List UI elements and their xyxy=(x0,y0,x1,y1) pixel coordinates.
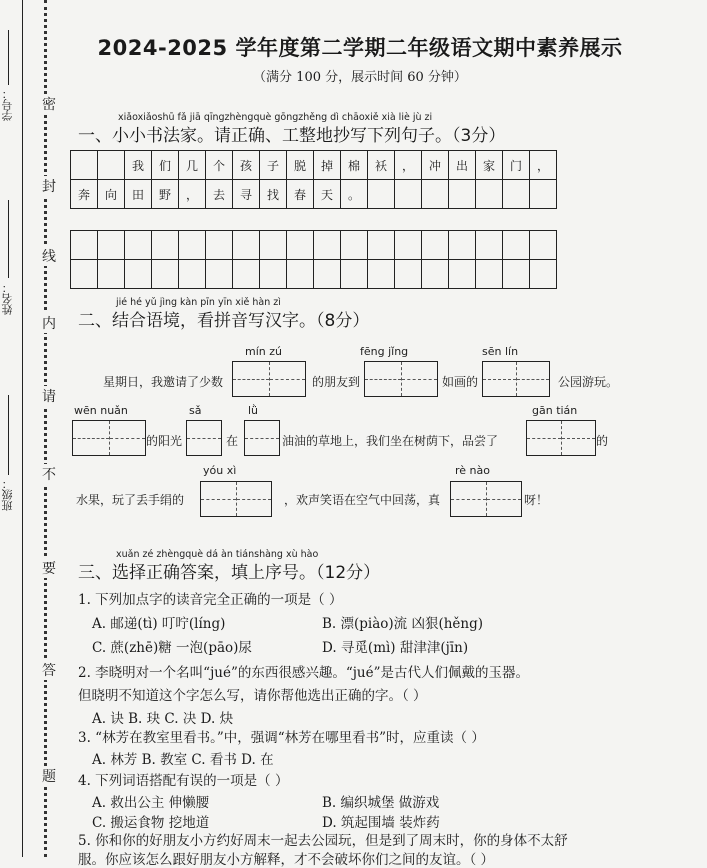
grid-cell: ， xyxy=(395,151,422,180)
question-2-cont: 但晓明不知道这个字怎么写，请你帮他选出正确的字。（ ） xyxy=(78,688,427,704)
grid-cell[interactable] xyxy=(179,231,206,260)
q1-option-c: C. 蔗(zhē)糖 一泡(pāo)尿 xyxy=(92,640,252,656)
grid-cell[interactable] xyxy=(395,260,422,289)
grid-cell: 找 xyxy=(260,180,287,209)
grid-cell: 。 xyxy=(341,180,368,209)
answer-box-minzu[interactable] xyxy=(232,361,306,397)
grid-cell: 奔 xyxy=(71,180,98,209)
question-5-cont: 服。你应该怎么跟好朋友小方解释，才不会破坏你们之间的友谊。（ ） xyxy=(78,852,495,868)
passage-line1-a: 星期日，我邀请了少数 xyxy=(103,375,224,389)
grid-cell xyxy=(449,180,476,209)
grid-cell[interactable] xyxy=(449,260,476,289)
answer-box-wennuan[interactable] xyxy=(72,420,146,456)
grid-cell[interactable] xyxy=(260,260,287,289)
grid-cell[interactable] xyxy=(233,260,260,289)
grid-cell[interactable] xyxy=(314,231,341,260)
passage-line3-c: 呀！ xyxy=(524,493,549,507)
grid-cell[interactable] xyxy=(206,260,233,289)
grid-cell[interactable] xyxy=(341,231,368,260)
grid-cell[interactable] xyxy=(98,231,125,260)
question-5: 5. 你和你的好朋友小方约好周末一起去公园玩，但是到了周末时，你的身体不太舒 xyxy=(78,833,568,849)
grid-cell: 脱 xyxy=(287,151,314,180)
grid-cell[interactable] xyxy=(152,260,179,289)
grid-cell[interactable] xyxy=(98,260,125,289)
student-number-label: 学号： xyxy=(1,88,14,121)
exam-title: 2024-2025 学年度第二学期二年级语文期中素养展示 xyxy=(97,36,623,60)
section1-heading: 一、小小书法家。请正确、工整地抄写下列句子。（3分） xyxy=(78,126,506,146)
binding-border-line xyxy=(22,0,23,857)
grid-cell[interactable] xyxy=(341,260,368,289)
q4-option-b: B. 编织城堡 做游戏 xyxy=(322,795,440,811)
grid-cell[interactable] xyxy=(449,231,476,260)
grid-cell: 野 xyxy=(152,180,179,209)
pinyin-fengjing: fēng jǐng xyxy=(360,345,409,358)
grid-cell xyxy=(503,180,530,209)
pinyin-gantian: gān tián xyxy=(532,404,578,417)
grid-cell: ， xyxy=(179,180,206,209)
copy-grid-sample xyxy=(70,150,557,209)
grid-cell[interactable] xyxy=(233,231,260,260)
grid-cell: 子 xyxy=(260,151,287,180)
pinyin-youxi: yóu xì xyxy=(203,464,237,477)
answer-box-fengjing[interactable] xyxy=(364,361,438,397)
grid-cell: 门 xyxy=(503,151,530,180)
section2-heading: 二、结合语境，看拼音写汉字。（8分） xyxy=(78,311,370,331)
pinyin-lu: lǜ xyxy=(248,404,259,417)
pinyin-senlin: sēn lín xyxy=(482,345,519,358)
grid-cell: 去 xyxy=(206,180,233,209)
seal-char: 内 xyxy=(38,313,60,333)
exam-subtitle: （满分 100 分，展示时间 60 分钟） xyxy=(253,70,467,85)
section3-heading: 三、选择正确答案，填上序号。（12分） xyxy=(78,563,381,583)
answer-box-youxi[interactable] xyxy=(200,481,272,517)
question-2: 2. 李晓明对一个名叫“jué”的东西很感兴趣。“jué”是古代人们佩戴的玉器。 xyxy=(78,665,530,681)
seal-char: 封 xyxy=(38,176,60,196)
grid-cell[interactable] xyxy=(206,231,233,260)
section3-pinyin: xuǎn zé zhèngquè dá àn tiánshàng xù hào xyxy=(116,549,319,560)
grid-cell[interactable] xyxy=(368,231,395,260)
grid-cell[interactable] xyxy=(71,260,98,289)
grid-cell xyxy=(395,180,422,209)
seal-char: 答 xyxy=(38,660,60,680)
q1-option-d: D. 寻觅(mì) 甜津津(jīn) xyxy=(322,640,469,656)
class-label: 班级： xyxy=(1,478,14,511)
grid-cell[interactable] xyxy=(287,231,314,260)
q4-option-c: C. 搬运食物 挖地道 xyxy=(92,815,210,831)
pinyin-renao: rè nào xyxy=(455,464,490,477)
answer-box-renao[interactable] xyxy=(450,481,522,517)
q3-options: A. 林芳 B. 教室 C. 看书 D. 在 xyxy=(92,752,274,768)
grid-cell[interactable] xyxy=(530,231,557,260)
answer-box-sa[interactable] xyxy=(186,420,222,456)
seal-char: 题 xyxy=(38,766,60,786)
grid-cell xyxy=(422,180,449,209)
question-3: 3. “林芳在教室里看书。”中，强调“林芳在哪里看书”时，应重读（ ） xyxy=(78,730,485,746)
grid-cell: 们 xyxy=(152,151,179,180)
passage-line2-d: 的 xyxy=(596,434,609,448)
pinyin-sa: sǎ xyxy=(189,404,202,417)
q4-option-a: A. 救出公主 伸懒腰 xyxy=(92,795,210,811)
q1-option-a: A. 邮递(tì) 叮咛(líng) xyxy=(92,616,226,632)
passage-line2-b: 在 xyxy=(226,434,239,448)
grid-cell: 袄 xyxy=(368,151,395,180)
grid-cell: 春 xyxy=(287,180,314,209)
grid-cell xyxy=(98,151,125,180)
grid-cell: 向 xyxy=(98,180,125,209)
grid-cell[interactable] xyxy=(422,231,449,260)
seal-char: 要 xyxy=(38,558,60,578)
passage-line2-c: 油油的草地上，我们坐在树荫下，品尝了 xyxy=(282,434,499,448)
name-label: 姓名： xyxy=(1,282,14,315)
grid-cell xyxy=(368,180,395,209)
grid-cell: 几 xyxy=(179,151,206,180)
grid-cell: 棉 xyxy=(341,151,368,180)
answer-box-gantian[interactable] xyxy=(526,420,596,456)
grid-cell[interactable] xyxy=(530,260,557,289)
section1-pinyin: xiǎoxiǎoshū fǎ jiā qīngzhèngquè gōngzhěng dì chāoxiě xià liè jù zi xyxy=(118,112,433,123)
grid-cell[interactable] xyxy=(476,231,503,260)
passage-line1-c: 如画的 xyxy=(442,375,479,389)
grid-cell: 天 xyxy=(314,180,341,209)
passage-line1-d: 公园游玩。 xyxy=(558,375,619,389)
grid-cell[interactable] xyxy=(368,260,395,289)
seal-char: 不 xyxy=(38,464,60,484)
q4-option-d: D. 筑起围墙 装炸药 xyxy=(322,815,440,831)
grid-cell[interactable] xyxy=(71,231,98,260)
grid-cell[interactable] xyxy=(476,260,503,289)
passage-line2-a: 的阳光 xyxy=(146,434,183,448)
question-1: 1. 下列加点字的读音完全正确的一项是（ ） xyxy=(78,592,343,608)
grid-cell[interactable] xyxy=(422,260,449,289)
grid-cell[interactable] xyxy=(152,231,179,260)
grid-cell[interactable] xyxy=(503,231,530,260)
grid-cell: 寻 xyxy=(233,180,260,209)
passage-line1-b: 的朋友到 xyxy=(312,375,361,389)
passage-line3-a: 水果，玩了丢手绢的 xyxy=(76,493,185,507)
seal-char: 线 xyxy=(38,246,60,266)
grid-cell: 田 xyxy=(125,180,152,209)
pinyin-minzu: mín zú xyxy=(245,345,282,358)
question-4: 4. 下列词语搭配有误的一项是（ ） xyxy=(78,773,289,789)
grid-cell xyxy=(476,180,503,209)
grid-cell[interactable] xyxy=(395,231,422,260)
grid-cell[interactable] xyxy=(287,260,314,289)
grid-cell[interactable] xyxy=(260,231,287,260)
grid-cell xyxy=(530,180,557,209)
passage-line3-b: ，欢声笑语在空气中回荡，真 xyxy=(284,493,441,507)
pinyin-wennuan: wēn nuǎn xyxy=(74,404,128,417)
grid-cell[interactable] xyxy=(125,260,152,289)
name-blank xyxy=(8,200,9,278)
grid-cell[interactable] xyxy=(179,260,206,289)
grid-cell: 个 xyxy=(206,151,233,180)
grid-cell: ， xyxy=(530,151,557,180)
copy-grid-answer[interactable] xyxy=(70,230,557,289)
grid-cell[interactable] xyxy=(314,260,341,289)
seal-char: 密 xyxy=(38,94,60,114)
grid-cell: 掉 xyxy=(314,151,341,180)
student-number-blank xyxy=(8,30,9,85)
grid-cell: 我 xyxy=(125,151,152,180)
grid-cell xyxy=(71,151,98,180)
grid-cell: 冲 xyxy=(422,151,449,180)
grid-cell[interactable] xyxy=(125,231,152,260)
seal-char: 请 xyxy=(38,386,60,406)
grid-cell: 出 xyxy=(449,151,476,180)
grid-cell: 家 xyxy=(476,151,503,180)
grid-cell[interactable] xyxy=(503,260,530,289)
grid-cell: 孩 xyxy=(233,151,260,180)
q2-options: A. 诀 B. 玦 C. 决 D. 炔 xyxy=(92,711,234,727)
q1-option-b: B. 漂(piào)流 凶狠(hěng) xyxy=(322,616,484,632)
answer-box-lu[interactable] xyxy=(244,420,280,456)
section2-pinyin: jié hé yǔ jìng kàn pīn yīn xiě hàn zì xyxy=(116,297,281,308)
class-blank xyxy=(8,395,9,475)
seal-dotted-line xyxy=(44,0,47,857)
answer-box-senlin[interactable] xyxy=(482,361,550,397)
